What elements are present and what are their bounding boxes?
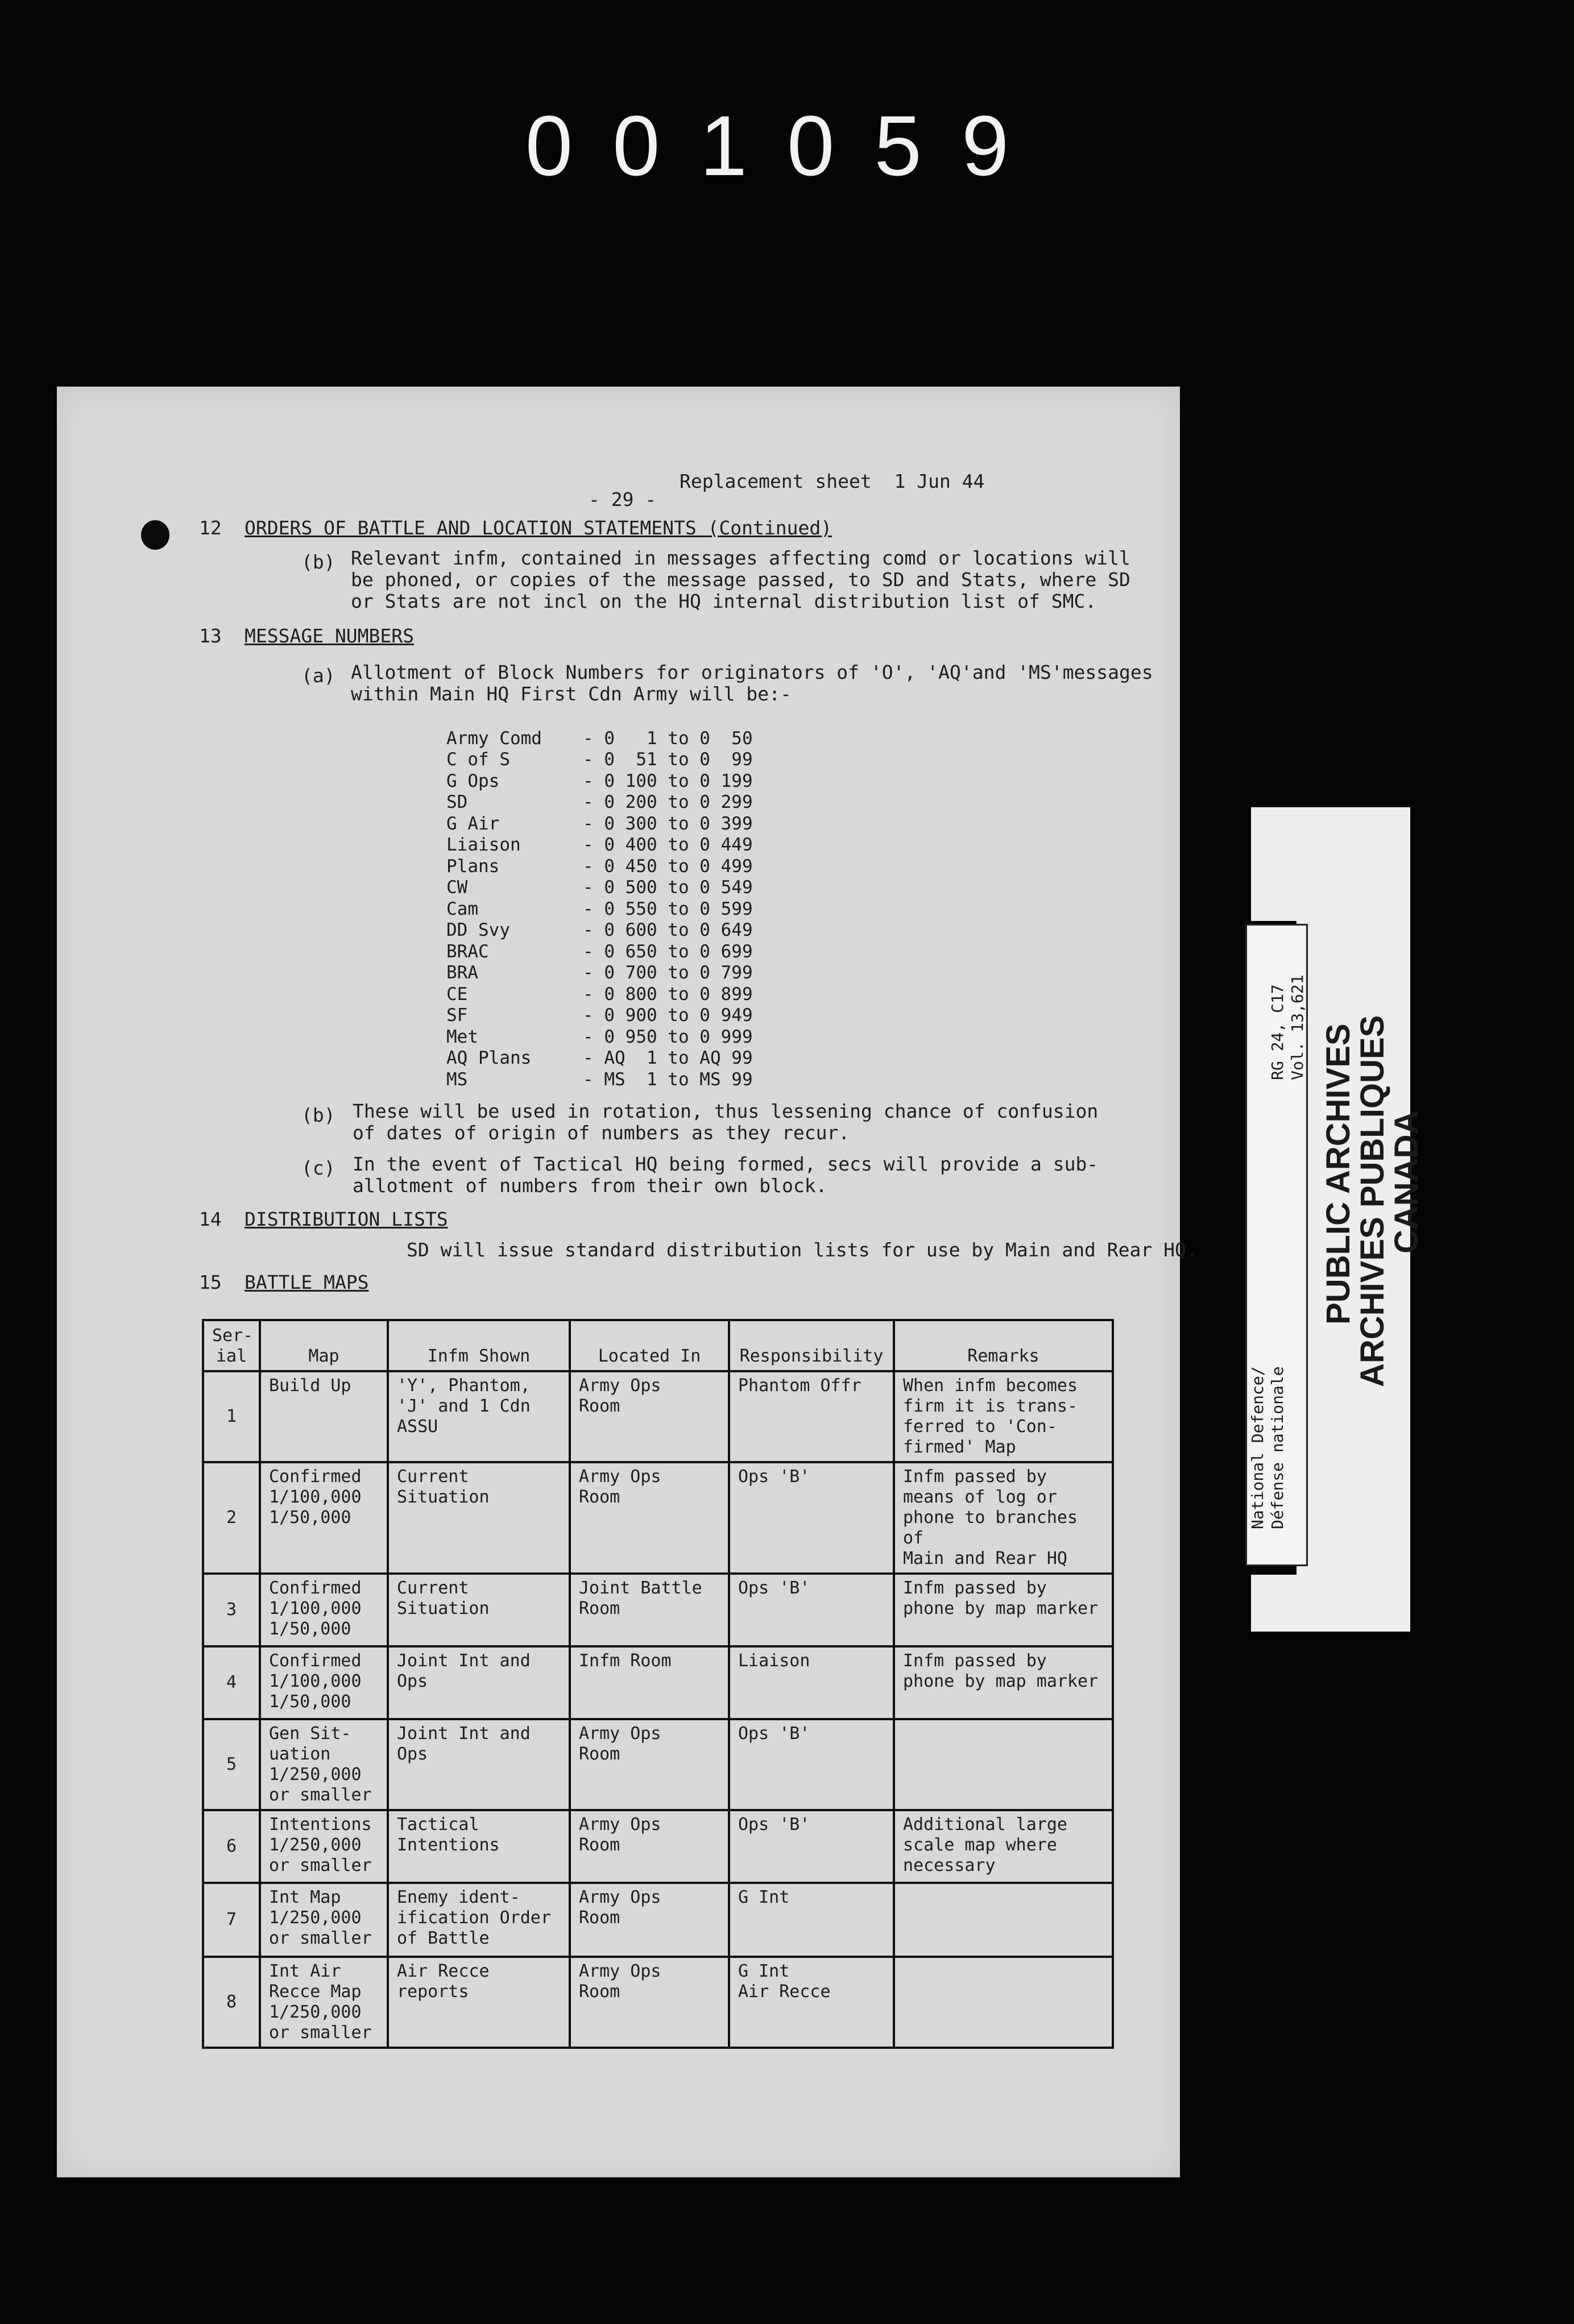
block-range: - 0 600 to 0 649 xyxy=(583,920,753,941)
cell-remarks xyxy=(894,1883,1113,1957)
cell-located-in: Army Ops Room xyxy=(570,1810,729,1883)
cell-located-in: Army Ops Room xyxy=(570,1462,729,1574)
block-range: - MS 1 to MS 99 xyxy=(583,1069,753,1090)
block-originator: MS xyxy=(446,1069,468,1090)
block-range: - 0 550 to 0 599 xyxy=(583,898,753,919)
column-header-infm-shown: Infm Shown xyxy=(388,1320,570,1371)
section-12-para-b-line: Relevant infm, contained in messages affecting comd or locations will xyxy=(351,547,1130,569)
block-row xyxy=(446,1048,782,1069)
block-row xyxy=(446,877,782,899)
cell-responsibility: Liaison xyxy=(729,1646,894,1719)
cell-responsibility: Ops 'B' xyxy=(729,1810,894,1883)
cell-remarks: Additional large scale map where necessary xyxy=(894,1810,1113,1883)
block-range: - 0 100 to 0 199 xyxy=(583,770,753,791)
section-12-title: ORDERS OF BATTLE AND LOCATION STATEMENTS (Continued) xyxy=(245,517,832,539)
block-originator: Cam xyxy=(446,898,478,919)
block-originator: C of S xyxy=(446,749,510,770)
cell-located-in: Army Ops Room xyxy=(570,1957,729,2048)
section-13-para-a-line: within Main HQ First Cdn Army will be:- xyxy=(351,683,792,705)
cell-serial: 1 xyxy=(203,1371,260,1462)
archive-title-country: CANADA xyxy=(1388,1110,1425,1254)
block-originator: DD Svy xyxy=(446,920,510,941)
cell-map: Intentions 1/250,000 or smaller xyxy=(260,1810,388,1883)
block-range: - 0 300 to 0 399 xyxy=(583,813,753,834)
section-13-para-b-line: of dates of origin of numbers as they recur. xyxy=(353,1122,850,1144)
section-14-number: 14 xyxy=(199,1208,222,1230)
section-13-para-a-line: Allotment of Block Numbers for originators of 'O', 'AQ'and 'MS'messages xyxy=(351,661,1153,683)
block-originator: G Ops xyxy=(446,770,500,791)
archive-department-en: National Defence/ xyxy=(1248,1366,1267,1529)
block-range: - 0 500 to 0 549 xyxy=(583,877,753,898)
cell-located-in: Infm Room xyxy=(570,1646,729,1719)
archive-title-en: PUBLIC ARCHIVES xyxy=(1320,1023,1357,1325)
block-range: - 0 700 to 0 799 xyxy=(583,962,753,983)
cell-responsibility: G Int Air Recce xyxy=(729,1957,894,2048)
cell-responsibility: Ops 'B' xyxy=(729,1574,894,1646)
cell-infm-shown: Current Situation xyxy=(388,1462,570,1574)
block-row xyxy=(446,941,782,962)
cell-serial: 5 xyxy=(203,1719,260,1810)
punch-hole xyxy=(141,520,169,550)
document-page xyxy=(57,387,1198,2177)
block-originator: CE xyxy=(446,983,468,1005)
table-row xyxy=(203,1883,1113,1957)
block-row xyxy=(446,835,782,856)
cell-serial: 7 xyxy=(203,1883,260,1957)
block-originator: AQ Plans xyxy=(446,1048,532,1069)
section-12-number: 12 xyxy=(199,517,222,539)
section-12-para-b-label: (b) xyxy=(301,551,335,573)
cell-located-in: Joint Battle Room xyxy=(570,1574,729,1646)
column-header-located-in: Located In xyxy=(570,1320,729,1371)
cell-infm-shown: 'Y', Phantom, 'J' and 1 Cdn ASSU xyxy=(388,1371,570,1462)
block-range: - AQ 1 to AQ 99 xyxy=(583,1048,753,1069)
block-range: - 0 650 to 0 699 xyxy=(583,941,753,962)
microfilm-frame-number: 001059 xyxy=(525,98,1049,193)
cell-infm-shown: Joint Int and Ops xyxy=(388,1719,570,1810)
cell-remarks: Infm passed by means of log or phone to branches of Main and Rear HQ xyxy=(894,1462,1113,1574)
cell-map: Confirmed 1/100,000 1/50,000 xyxy=(260,1574,388,1646)
table-row xyxy=(203,1810,1113,1883)
block-originator: SD xyxy=(446,792,468,813)
section-13-para-c-line: allotment of numbers from their own block. xyxy=(353,1175,827,1197)
cell-infm-shown: Tactical Intentions xyxy=(388,1810,570,1883)
archive-title-fr: ARCHIVES PUBLIQUES xyxy=(1354,1015,1391,1387)
block-originator: Plans xyxy=(446,856,500,877)
block-row xyxy=(446,728,782,749)
table-header-row xyxy=(203,1320,1113,1371)
block-originator: BRAC xyxy=(446,941,489,962)
block-originator: SF xyxy=(446,1005,468,1026)
section-13-para-b-line: These will be used in rotation, thus lessening chance of confusion xyxy=(353,1100,1099,1122)
block-row xyxy=(446,898,782,920)
cell-remarks: Infm passed by phone by map marker xyxy=(894,1646,1113,1719)
block-row xyxy=(446,1005,782,1027)
cell-responsibility: Phantom Offr xyxy=(729,1371,894,1462)
section-12-para-b-line: be phoned, or copies of the message passed, to SD and Stats, where SD xyxy=(351,568,1130,591)
table-row xyxy=(203,1462,1113,1574)
block-row xyxy=(446,962,782,984)
block-row xyxy=(446,792,782,814)
cell-serial: 8 xyxy=(203,1957,260,2048)
block-row xyxy=(446,813,782,835)
block-row xyxy=(446,1026,782,1048)
section-15-number: 15 xyxy=(199,1271,222,1293)
column-header-responsibility: Responsibility xyxy=(729,1320,894,1371)
cell-responsibility: G Int xyxy=(729,1883,894,1957)
block-numbers-list xyxy=(446,728,782,1090)
table-row xyxy=(203,1957,1113,2048)
cell-infm-shown: Current Situation xyxy=(388,1574,570,1646)
cell-remarks: When infm becomes firm it is trans- ferred to 'Con- firmed' Map xyxy=(894,1371,1113,1462)
table-row xyxy=(203,1646,1113,1719)
block-originator: Liaison xyxy=(446,835,521,856)
section-13-para-c-label: (c) xyxy=(301,1157,335,1179)
block-row xyxy=(446,749,782,771)
block-range: - 0 450 to 0 499 xyxy=(583,856,753,877)
section-15-title: BATTLE MAPS xyxy=(245,1271,369,1293)
block-range: - 0 51 to 0 99 xyxy=(583,749,753,770)
cell-map: Gen Sit- uation 1/250,000 or smaller xyxy=(260,1719,388,1810)
section-14-text: SD will issue standard distribution lists for use by Main and Rear HQ. xyxy=(407,1239,1198,1261)
section-13-para-a-label: (a) xyxy=(301,665,335,687)
cell-map: Int Air Recce Map 1/250,000 or smaller xyxy=(260,1957,388,2048)
cell-map: Build Up xyxy=(260,1371,388,1462)
block-row xyxy=(446,983,782,1005)
cell-responsibility: Ops 'B' xyxy=(729,1719,894,1810)
column-header-map: Map xyxy=(260,1320,388,1371)
section-13-para-b-label: (b) xyxy=(301,1104,335,1126)
block-range: - 0 400 to 0 449 xyxy=(583,835,753,856)
cell-remarks xyxy=(894,1719,1113,1810)
section-13-number: 13 xyxy=(199,625,222,647)
block-range: - 0 900 to 0 949 xyxy=(583,1005,753,1026)
block-row xyxy=(446,1069,782,1090)
table-row xyxy=(203,1574,1113,1646)
column-header-serial: Ser- ial xyxy=(203,1320,260,1371)
section-13-para-c-line: In the event of Tactical HQ being formed, secs will provide a sub- xyxy=(353,1153,1099,1175)
section-14-title: DISTRIBUTION LISTS xyxy=(245,1208,448,1230)
block-row xyxy=(446,770,782,792)
block-originator: CW xyxy=(446,877,468,898)
block-originator: G Air xyxy=(446,813,500,834)
battle-maps-table xyxy=(202,1319,1114,2049)
cell-serial: 2 xyxy=(203,1462,260,1574)
block-originator: Met xyxy=(446,1026,478,1047)
section-13-title: MESSAGE NUMBERS xyxy=(245,625,415,647)
archive-reference-vol: Vol. 13,621 xyxy=(1288,974,1307,1080)
cell-located-in: Army Ops Room xyxy=(570,1371,729,1462)
cell-remarks xyxy=(894,1957,1113,2048)
cell-located-in: Army Ops Room xyxy=(570,1719,729,1810)
block-originator: Army Comd xyxy=(446,728,542,749)
block-row xyxy=(446,856,782,877)
cell-map: Confirmed 1/100,000 1/50,000 xyxy=(260,1462,388,1574)
cell-serial: 3 xyxy=(203,1574,260,1646)
block-range: - 0 200 to 0 299 xyxy=(583,792,753,813)
block-originator: BRA xyxy=(446,962,478,983)
cell-located-in: Army Ops Room xyxy=(570,1883,729,1957)
block-row xyxy=(446,920,782,941)
cell-serial: 4 xyxy=(203,1646,260,1719)
cell-map: Confirmed 1/100,000 1/50,000 xyxy=(260,1646,388,1719)
cell-infm-shown: Air Recce reports xyxy=(388,1957,570,2048)
block-range: - 0 950 to 0 999 xyxy=(583,1026,753,1047)
block-range: - 0 1 to 0 50 xyxy=(583,728,753,749)
cell-responsibility: Ops 'B' xyxy=(729,1462,894,1574)
page-number: - 29 - xyxy=(589,488,657,511)
column-header-remarks: Remarks xyxy=(894,1320,1113,1371)
table-row xyxy=(203,1719,1113,1810)
cell-infm-shown: Enemy ident- ification Order of Battle xyxy=(388,1883,570,1957)
archive-department-fr: Défense nationale xyxy=(1268,1366,1287,1529)
cell-infm-shown: Joint Int and Ops xyxy=(388,1646,570,1719)
cell-map: Int Map 1/250,000 or smaller xyxy=(260,1883,388,1957)
table-row xyxy=(203,1371,1113,1462)
block-range: - 0 800 to 0 899 xyxy=(583,983,753,1005)
cell-remarks: Infm passed by phone by map marker xyxy=(894,1574,1113,1646)
cell-serial: 6 xyxy=(203,1810,260,1883)
section-12-para-b-line: or Stats are not incl on the HQ internal distribution list of SMC. xyxy=(351,590,1097,612)
archive-reference-rg: RG 24, C17 xyxy=(1268,984,1287,1080)
replacement-note: Replacement sheet 1 Jun 44 xyxy=(680,470,985,492)
